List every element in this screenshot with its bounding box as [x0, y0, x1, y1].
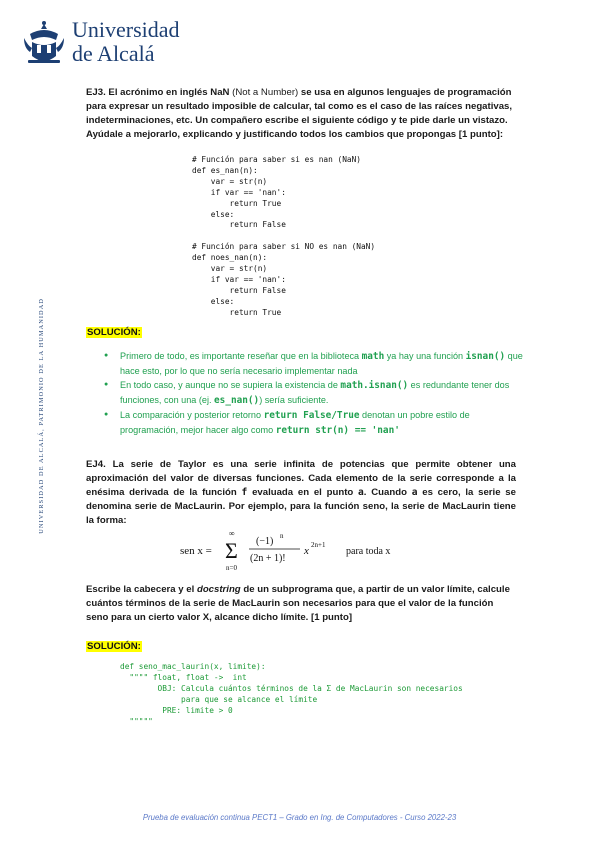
side-vertical-text — [38, 298, 52, 558]
exercise-3-statement — [86, 86, 516, 142]
solution-1-heading — [86, 322, 142, 340]
exercise-4-text-f: de un subprograma que, a partir de un valor límite, calcule cuántos términos de la serie de MacLaurin son necesarios para que el valor de la función seno para un cierto valor X, alcance dicho límite. [1 punto] — [86, 584, 510, 623]
formula-numerator: (−1) — [256, 536, 274, 547]
formula-numerator-exp: n — [280, 532, 284, 540]
exercise-4-text-e: Escribe la cabecera y el — [86, 584, 195, 595]
formula-tail: para toda x — [346, 546, 391, 557]
exercise-4-a: a — [358, 487, 364, 498]
solution-2-heading — [86, 636, 142, 654]
bullet-code: es_nan() — [214, 395, 260, 406]
university-crest-logo — [22, 20, 66, 68]
exercise-4-f: f — [241, 487, 248, 498]
exercise-4-text-d: es cero, la serie se denomina serie de MacLaurin. Por ejemplo, para la función seno, la serie de MacLaurin tiene la forma: — [86, 487, 516, 526]
solution-1-label: SOLUCIÓN: — [87, 327, 141, 338]
exercise-4-text-c: . Cuando — [363, 487, 407, 498]
exercise-4-text-a: La serie de Taylor es una serie infinita de potencias que permite obtener una aproximación del valor de diversas funciones. Cada elemento de la serie corresponde a la enésima derivada de la función — [86, 459, 517, 498]
formula-denominator: (2n + 1)! — [250, 553, 286, 564]
exercise-4-statement — [86, 458, 516, 528]
maclaurin-sine-formula — [180, 527, 420, 577]
exercise-4-a-2: a — [411, 487, 418, 498]
page-footer: Prueba de evaluación continua PECT1 – Grado en Ing. de Computadores - Curso 2022-23 — [142, 813, 457, 822]
formula-upper: ∞ — [229, 529, 235, 538]
bullet-text: denotan un pobre estilo de programación, mejor hacer algo como — [120, 410, 470, 435]
formula-lower: n=0 — [226, 564, 237, 572]
side-text-label: UNIVERSIDAD DE ALCALÁ, PATRIMONIO DE LA HUMANIDAD — [38, 298, 45, 534]
bullet-item — [104, 408, 524, 438]
formula-exp: 2n+1 — [311, 541, 326, 549]
formula-var: x — [304, 545, 309, 557]
exercise-4-solution-code: def seno_mac_laurin(x, limite): """" float, float -> int OBJ: Calcula cuántos términos de la Σ de MacLaurin son necesarios para que se alcance el límite PRE: limite > 0 """"" — [120, 662, 463, 726]
exercise-4-docstring: docstring — [196, 584, 241, 595]
bullet-text: Primero de todo, es importante reseñar que en la biblioteca — [120, 351, 362, 361]
exercise-3-code: # Función para saber si es nan (NaN) def es_nan(n): var = str(n) if var == 'nan': return True else: return False # Función para saber si NO es nan (NaN) def noes_nan(n): var = str(n) if var == 'nan': return False else: return True — [192, 155, 376, 317]
bullet-text: La comparación y posterior retorno — [120, 410, 264, 420]
bullet-text: ya hay una función — [384, 351, 466, 361]
exercise-3-label: EJ3. — [86, 87, 106, 98]
bullet-code: math.isnan() — [340, 380, 409, 391]
bullet-code: return False/True — [263, 410, 360, 421]
bullet-text: En todo caso, y aunque no se supiera la existencia de — [120, 380, 341, 390]
bullet-text: que hace esto, por lo que no sería necesario implementar nada — [120, 351, 523, 376]
bullet-code: isnan() — [465, 351, 506, 362]
exercise-3-text-c: se usa en algunos lenguajes de programación para expresar un resultado imposible de calcular, tal como es el caso de las raíces negativas, indeterminaciones, etc. Un compañero escribe el siguiente código y te pide darle un vistazo. Ayúdale a mejorarlo, explicando y justificando todos los cambios que propongas [1 punto]: — [86, 87, 513, 140]
university-name — [72, 18, 180, 66]
bullet-code: math — [361, 351, 385, 362]
bullet-item — [104, 378, 524, 408]
bullet-item — [104, 349, 524, 378]
bullet-text: ) sería suficiente. — [259, 395, 329, 405]
exercise-3-text-b: (Not a Number) — [232, 87, 299, 98]
bullet-code: return str(n) == 'nan' — [275, 425, 400, 436]
exercise-3-text-a: El acrónimo en inglés — [108, 87, 208, 98]
university-name-line1: Universidad — [72, 17, 180, 42]
exercise-3-nan: NaN — [210, 87, 230, 98]
formula-lhs: sen x = — [180, 545, 212, 557]
solution-1-bullet-list — [104, 349, 524, 438]
exercise-4-text-b: evaluada en el punto — [252, 487, 354, 498]
exercise-4-label: EJ4. — [86, 459, 106, 470]
formula-sigma: Σ — [225, 538, 238, 563]
university-name-line2: de Alcalá — [72, 41, 155, 66]
solution-2-label: SOLUCIÓN: — [87, 641, 141, 652]
bullet-text: es redundante tener dos funciones, con una (ej. — [120, 380, 510, 405]
exercise-4-task — [86, 583, 516, 625]
